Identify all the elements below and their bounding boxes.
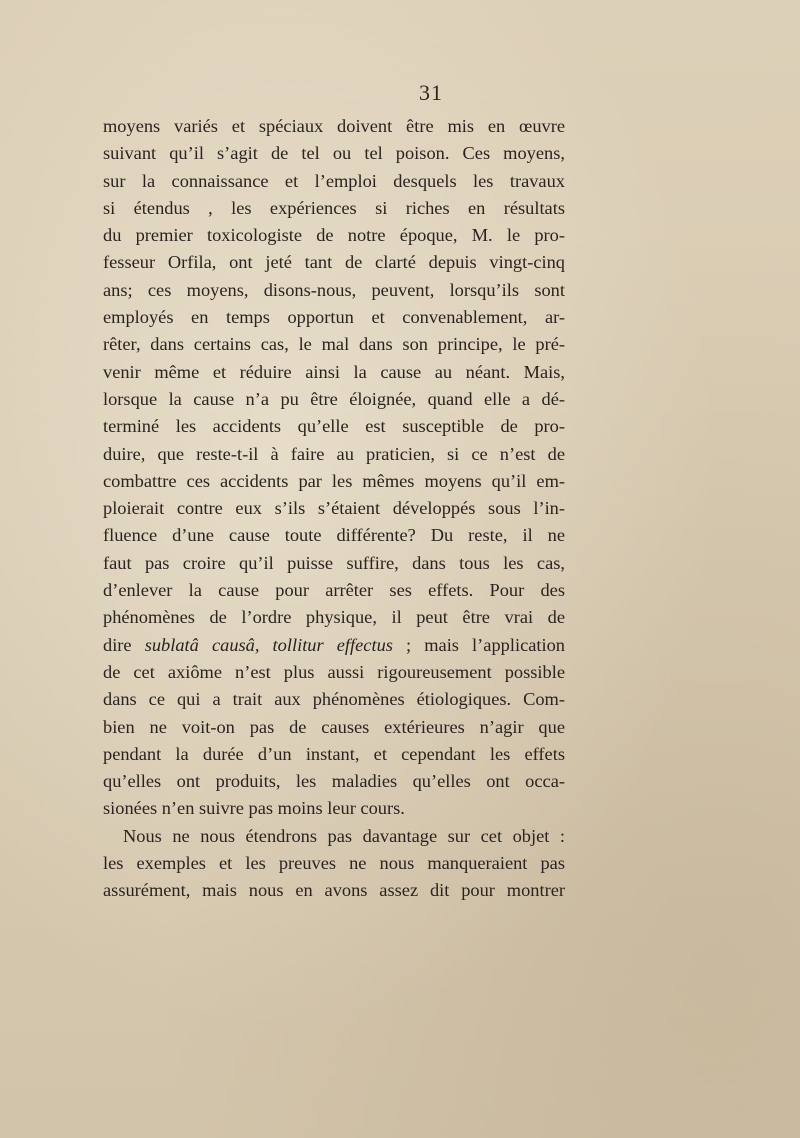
text-line: lorsque la cause n’a pu être éloignée, quand elle a dé-: [103, 388, 565, 409]
text-line: terminé les accidents qu’elle est susceptible de pro-: [103, 416, 565, 437]
text-line: employés en temps opportun et convenablement, ar-: [103, 307, 565, 328]
text-line: faut pas croire qu’il puisse suffire, dans tous les cas,: [103, 552, 565, 573]
text-line: ploierait contre eux s’ils s’étaient développés sous l’in-: [103, 498, 565, 519]
text-line: sionées n’en suivre pas moins leur cours.: [103, 798, 405, 819]
text-line: suivant qu’il s’agit de tel ou tel poison. Ces moyens,: [103, 143, 565, 164]
text-line: de cet axiôme n’est plus aussi rigoureusement possible: [103, 661, 565, 682]
text-line: duire, que reste-t-il à faire au praticien, si ce n’est de: [103, 443, 565, 464]
text-line: du premier toxicologiste de notre époque, M. le pro-: [103, 225, 565, 246]
text-line: Nous ne nous étendrons pas davantage sur cet objet :: [123, 825, 565, 846]
text-line: pendant la durée d’un instant, et cependant les effets: [103, 743, 565, 764]
text-line: qu’elles ont produits, les maladies qu’elles ont occa-: [103, 771, 565, 792]
body-text: [103, 113, 565, 905]
text-line: dans ce qui a trait aux phénomènes étiologiques. Com-: [103, 689, 565, 710]
page-number: 31: [419, 80, 443, 105]
text-line: fluence d’une cause toute différente? Du reste, il ne: [103, 525, 565, 546]
text-line: phénomènes de l’ordre physique, il peut être vrai de: [103, 607, 565, 628]
text-line: assurément, mais nous en avons assez dit pour montrer: [103, 880, 565, 901]
text-segment: dire: [103, 634, 145, 655]
text-segment: ; mais l’application: [392, 634, 565, 655]
text-line: d’enlever la cause pour arrêter ses effets. Pour des: [103, 580, 565, 601]
text-line: fesseur Orfila, ont jeté tant de clarté depuis vingt-cinq: [103, 252, 565, 273]
text-line: [103, 632, 565, 659]
text-line: si étendus , les expériences si riches en résultats: [103, 197, 565, 218]
text-line: ans; ces moyens, disons-nous, peuvent, lorsqu’ils sont: [103, 279, 565, 300]
text-line: bien ne voit-on pas de causes extérieures n’agir que: [103, 716, 565, 737]
text-line: combattre ces accidents par les mêmes moyens qu’il em-: [103, 470, 565, 491]
text-line: les exemples et les preuves ne nous manqueraient pas: [103, 853, 565, 874]
text-line: rêter, dans certains cas, le mal dans son principe, le pré-: [103, 334, 565, 355]
text-line: moyens variés et spéciaux doivent être mis en œuvre: [103, 116, 565, 136]
text-line: venir même et réduire ainsi la cause au néant. Mais,: [103, 361, 565, 382]
text-line: sur la connaissance et l’emploi desquels les travaux: [103, 170, 565, 191]
latin-phrase: sublatâ causâ, tollitur effectus: [144, 634, 393, 655]
